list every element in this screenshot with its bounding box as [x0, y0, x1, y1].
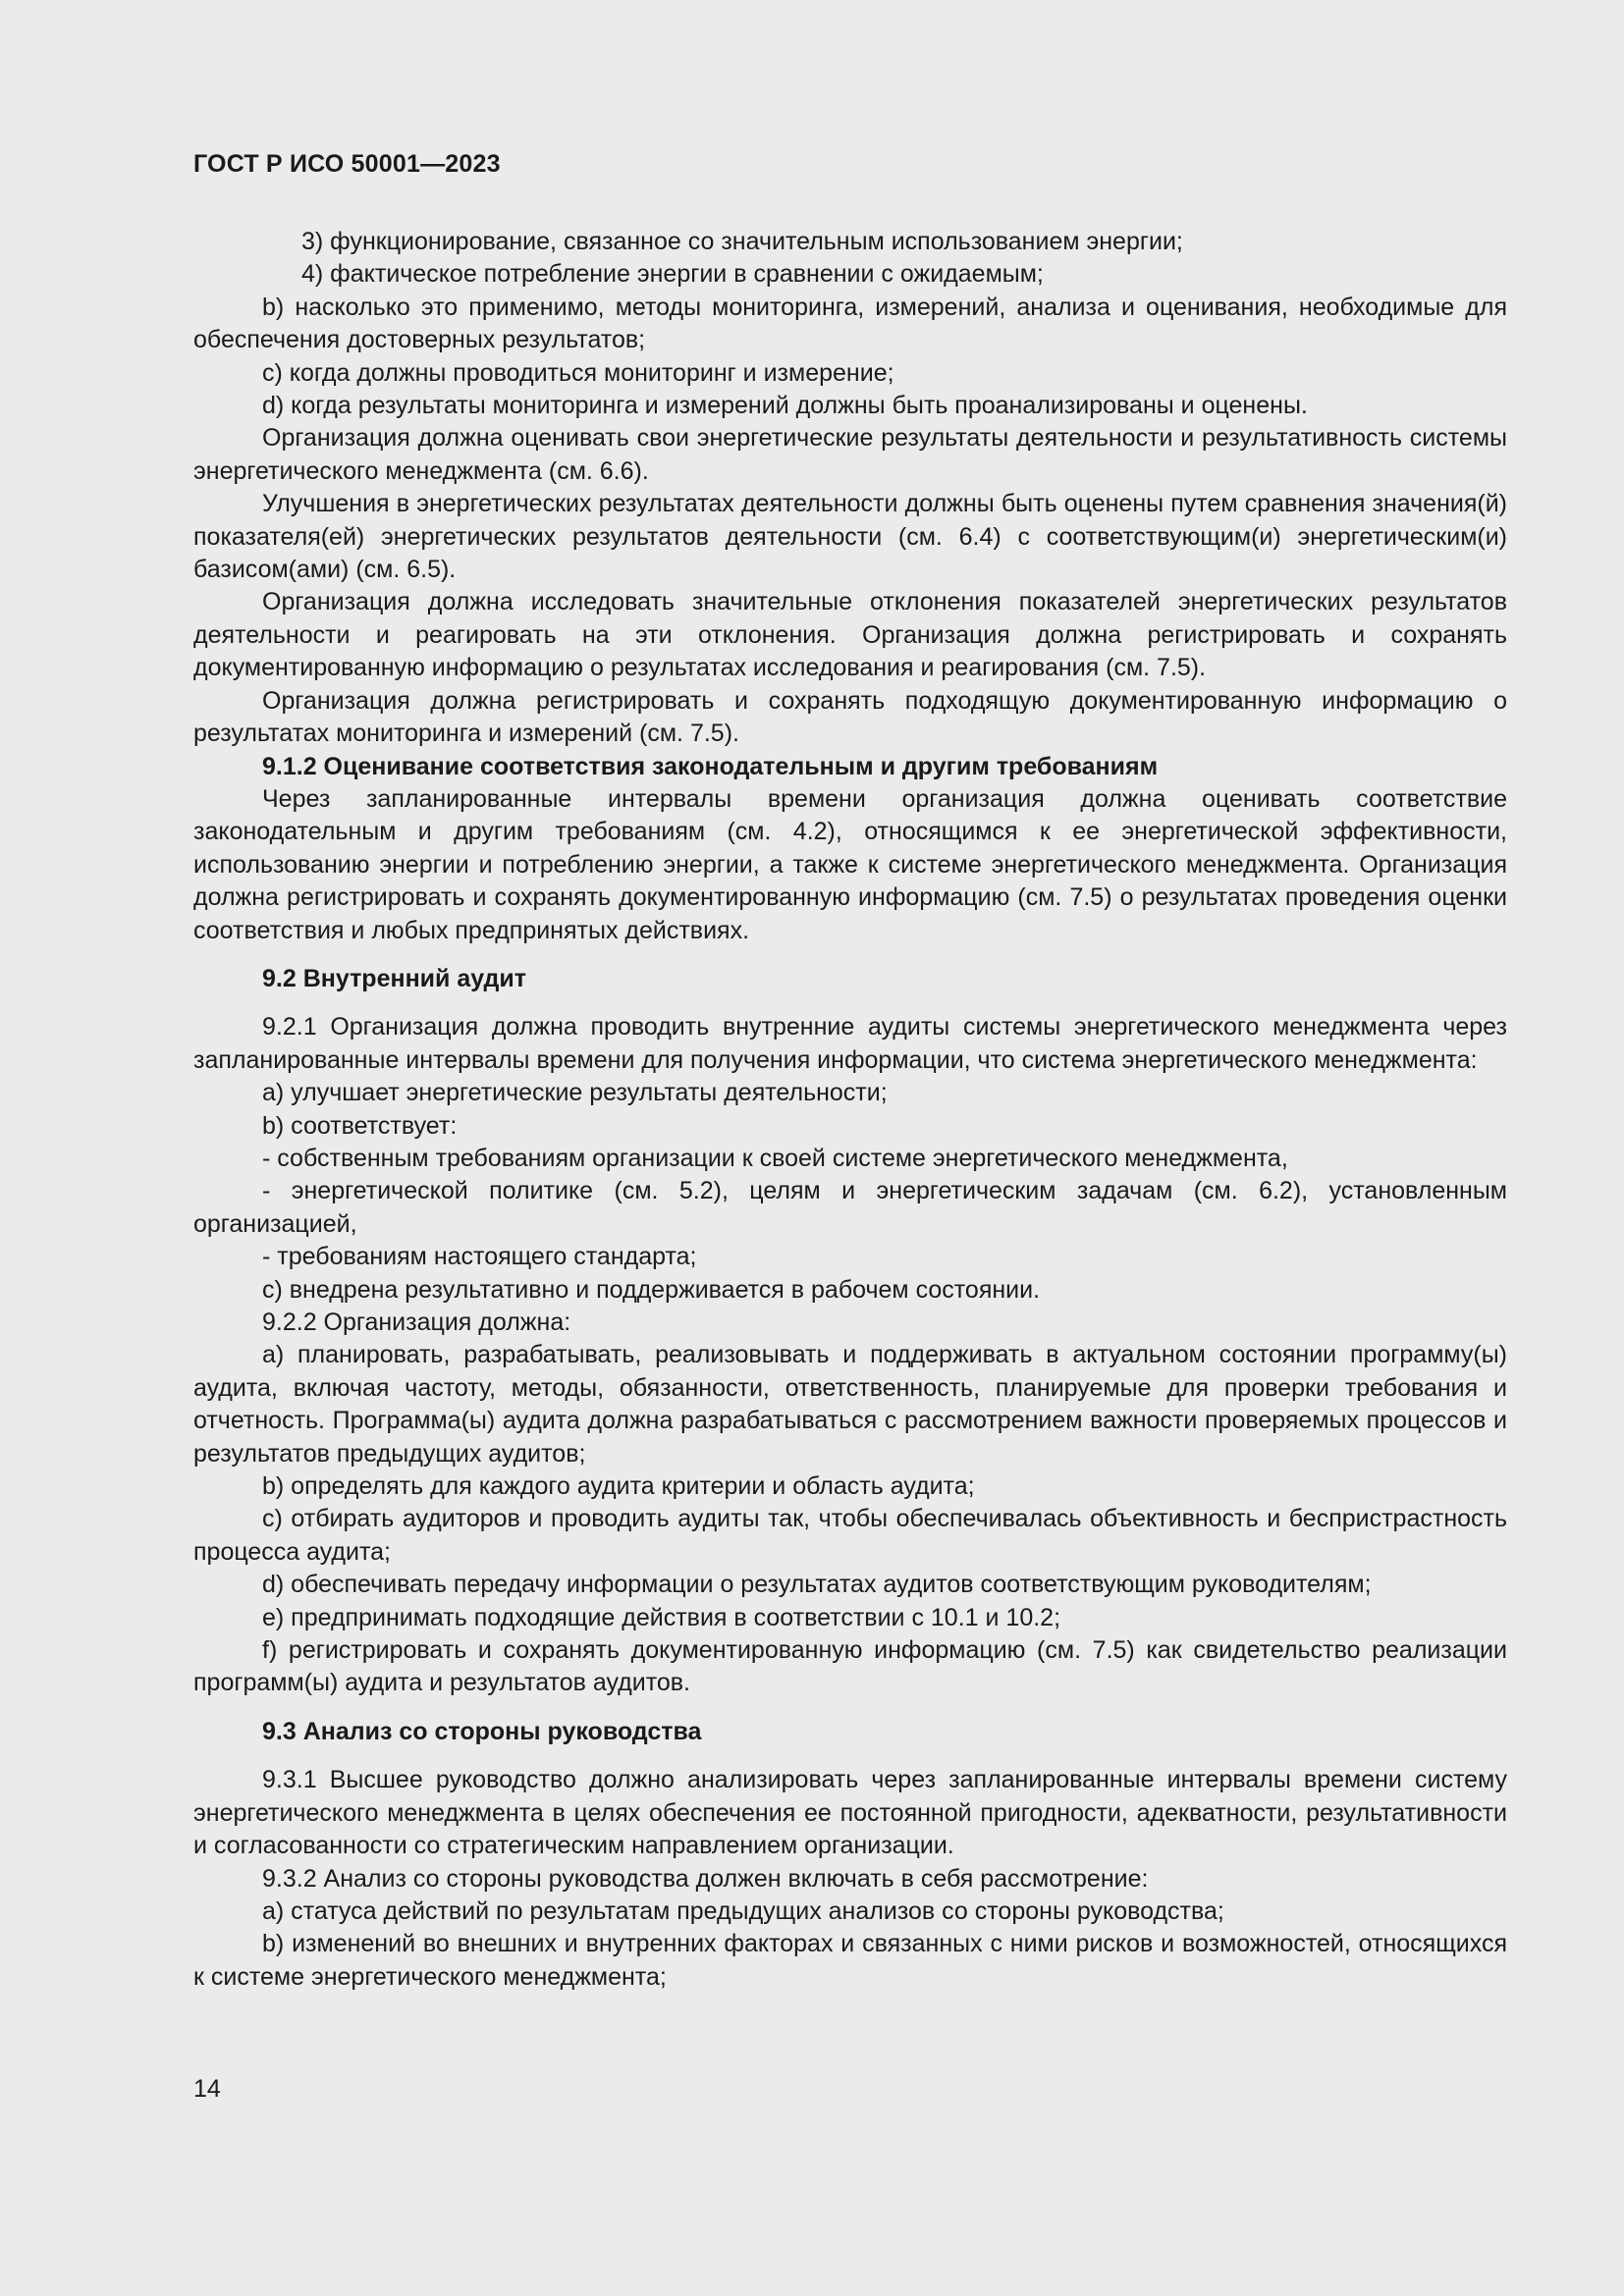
list-item: a) статуса действий по результатам предыдущих анализов со стороны руководства;	[262, 1896, 1224, 1925]
list-item: b) изменений во внешних и внутренних факторах и связанных с ними рисков и возможностей, относящихся к системе энергетического менеджмента;	[193, 1930, 1507, 1991]
paragraph: 9.3.2 Анализ со стороны руководства должен включать в себя рассмотрение:	[262, 1864, 1149, 1893]
list-item: f) регистрировать и сохранять документированную информацию (см. 7.5) как свидетельство реализации программ(ы) аудита и результатов аудитов.	[193, 1636, 1507, 1697]
standard-designation: ГОСТ Р ИСО 50001—2023	[193, 150, 501, 178]
paragraph: Улучшения в энергетических результатах деятельности должны быть оценены путем сравнения значения(й) показателя(ей) энергетических результатов деятельности (см. 6.4) с соответствующим(и) энергетическим(и) базисом(ами) (см. 6.5).	[193, 490, 1507, 584]
list-item: - собственным требованиям организации к своей системе энергетического менеджмента,	[262, 1144, 1288, 1172]
page-number: 14	[193, 2075, 221, 2103]
paragraph: Организация должна оценивать свои энергетические результаты деятельности и результативность системы энергетического менеджмента (см. 6.6).	[193, 424, 1507, 485]
list-item: b) соответствует:	[262, 1111, 458, 1140]
section-heading-9-2: 9.2 Внутренний аудит	[262, 964, 527, 992]
page-body	[193, 226, 1507, 1994]
list-item: d) обеспечивать передачу информации о результатах аудитов соответствующим руководителям;	[262, 1571, 1372, 1599]
list-item: e) предпринимать подходящие действия в соответствии с 10.1 и 10.2;	[262, 1603, 1061, 1631]
list-item: b) определять для каждого аудита критерии и область аудита;	[262, 1472, 975, 1501]
paragraph: 9.3.1 Высшее руководство должно анализировать через запланированные интервалы времени систему энергетического менеджмента в целях обеспечения ее постоянной пригодности, адекватности, результативности и согласованности со стратегическим направлением организации.	[193, 1766, 1507, 1860]
list-item: c) когда должны проводиться мониторинг и измерение;	[262, 358, 894, 387]
list-item: a) улучшает энергетические результаты деятельности;	[262, 1079, 888, 1107]
section-heading-9-1-2: 9.1.2 Оценивание соответствия законодательным и другим требованиям	[262, 752, 1159, 780]
list-item: a) планировать, разрабатывать, реализовывать и поддерживать в актуальном состоянии программу(ы) аудита, включая частоту, методы, обязанности, ответственность, планируемые для проверки требования и отчетность. Программа(ы) аудита должна разрабатываться с рассмотрением важности проверяемых процессов и результатов предыдущих аудитов;	[193, 1341, 1507, 1468]
section-heading-9-3: 9.3 Анализ со стороны руководства	[262, 1717, 702, 1745]
list-item: - энергетической политике (см. 5.2), целям и энергетическим задачам (см. 6.2), установленным организацией,	[193, 1177, 1507, 1238]
list-item: - требованиям настоящего стандарта;	[262, 1243, 697, 1271]
list-item: d) когда результаты мониторинга и измерений должны быть проанализированы и оценены.	[262, 392, 1308, 420]
paragraph: Организация должна регистрировать и сохранять подходящую документированную информацию о результатах мониторинга и измерений (см. 7.5).	[193, 686, 1507, 748]
list-item: 3) функционирование, связанное со значительным использованием энергии;	[301, 228, 1183, 255]
paragraph: Организация должна исследовать значительные отклонения показателей энергетических результатов деятельности и реагировать на эти отклонения. Организация должна регистрировать и сохранять документированную информацию о результатах исследования и реагирования (см. 7.5).	[193, 588, 1507, 682]
list-item: 4) фактическое потребление энергии в сравнении с ожидаемым;	[301, 260, 1044, 289]
list-item: c) внедрена результативно и поддерживается в рабочем состоянии.	[262, 1275, 1041, 1304]
list-item: b) насколько это применимо, методы мониторинга, измерений, анализа и оценивания, необходимые для обеспечения достоверных результатов;	[193, 293, 1507, 354]
list-item: c) отбирать аудиторов и проводить аудиты так, чтобы обеспечивалась объективность и беспристрастность процесса аудита;	[193, 1505, 1507, 1566]
paragraph: 9.2.1 Организация должна проводить внутренние аудиты системы энергетического менеджмента через запланированные интервалы времени для получения информации, что система энергетического менеджмента:	[193, 1013, 1507, 1074]
paragraph: 9.2.2 Организация должна:	[262, 1308, 571, 1336]
paragraph: Через запланированные интервалы времени организация должна оценивать соответствие законодательным и другим требованиям (см. 4.2), относящимся к ее энергетической эффективности, использованию энергии и потреблению энергии, а также к системе энергетического менеджмента. Организация должна регистрировать и сохранять документированную информацию (см. 7.5) о результатах проведения оценки соответствия и любых предпринятых действиях.	[193, 784, 1507, 944]
